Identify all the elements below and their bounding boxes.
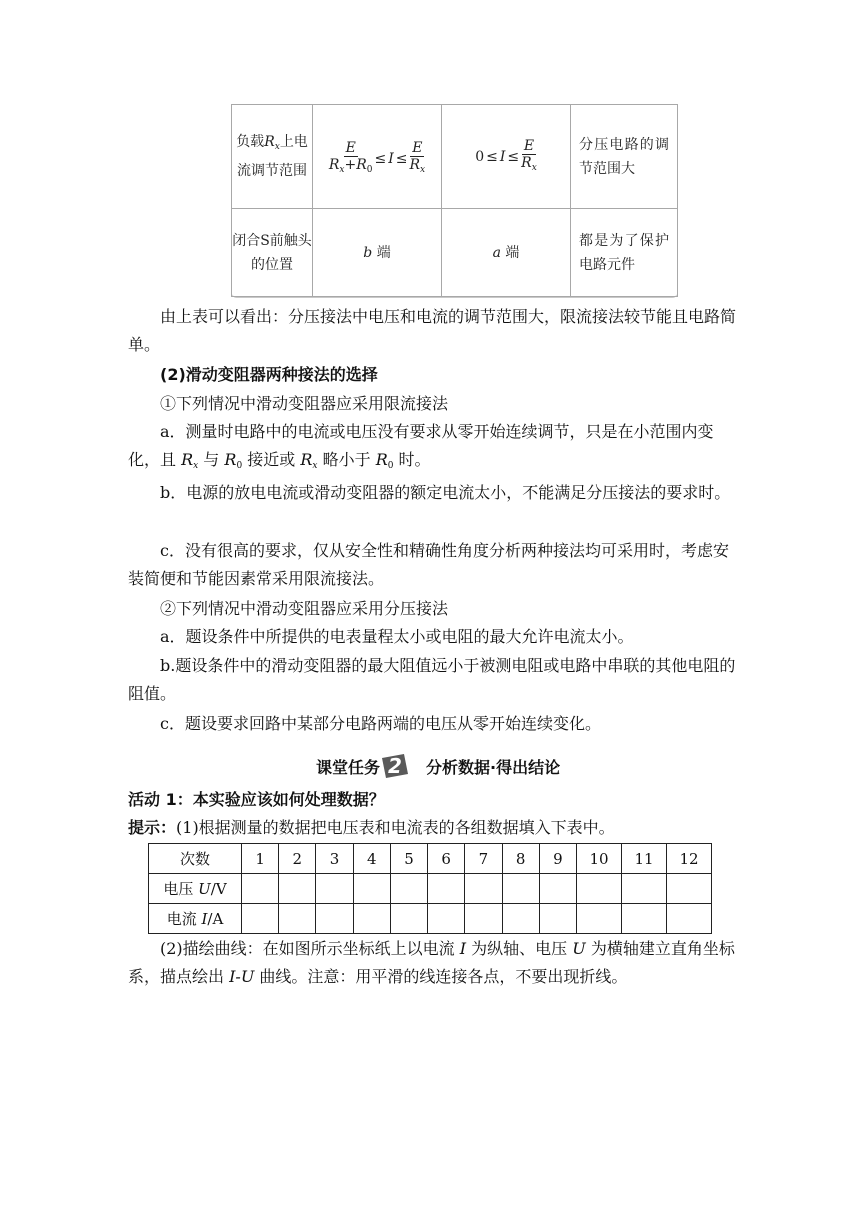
var-r: R <box>224 450 237 469</box>
section-heading-choice: (2)滑动变阻器两种接法的选择 <box>160 365 378 384</box>
label-text: 负载 <box>236 134 265 150</box>
case2-item-b: b.题设条件中的滑动变阻器的最大阻值远小于被测电阻或电路中串联的其他电阻的阻值。 <box>128 656 736 703</box>
data-cell[interactable] <box>539 874 576 904</box>
fraction <box>521 138 537 176</box>
var-sub: 0 <box>387 461 394 471</box>
frac-den: R <box>521 154 532 171</box>
comparison-row-slider-position <box>232 209 678 297</box>
data-cell[interactable] <box>428 904 465 934</box>
text: 接近或 <box>242 450 301 469</box>
data-cell[interactable] <box>279 904 316 934</box>
data-cell[interactable] <box>502 904 539 934</box>
data-cell[interactable] <box>622 874 667 904</box>
current-row-label <box>149 904 242 934</box>
activity-title: 活动 1：本实验应该如何处理数据？ <box>128 790 385 809</box>
data-cell[interactable] <box>428 874 465 904</box>
header-cell: 7 <box>465 844 502 874</box>
data-cell[interactable] <box>316 904 353 934</box>
frac-den-a-sub: x <box>339 164 345 175</box>
limit-current-range-formula <box>313 105 442 209</box>
divider-current-range-formula <box>442 105 571 209</box>
section-right-text: 分析数据·得出结论 <box>426 757 561 777</box>
summary-paragraph: 由上表可以看出：分压接法中电压和电流的调节范围大，限流接法较节能且电路简单。 <box>128 307 737 354</box>
text: 为横轴建立直角坐标系，描点绘出 <box>128 939 735 986</box>
divider-slider-position <box>442 209 571 297</box>
case1-item-b: b．电源的放电电流或滑动变阻器的额定电流太小，不能满足分压接法的要求时。 <box>160 483 731 502</box>
data-cell[interactable] <box>539 904 576 934</box>
unit: /V <box>210 880 227 898</box>
hint-label: 提示： <box>128 818 177 837</box>
frac-den-sub: x <box>531 162 537 173</box>
text: 时。 <box>393 450 431 469</box>
unit: /A <box>207 910 224 928</box>
data-table-voltage-row <box>149 874 712 904</box>
current-var: I <box>201 910 208 928</box>
var-r: R <box>300 450 313 469</box>
note-slider-position: 都是为了保护电路元件 <box>571 209 678 297</box>
relation: ≤ <box>486 148 498 165</box>
case1-item-a <box>128 418 736 480</box>
data-cell[interactable] <box>316 874 353 904</box>
text: 与 <box>198 450 225 469</box>
header-cell: 11 <box>622 844 667 874</box>
data-cell[interactable] <box>502 874 539 904</box>
data-table-header-row <box>149 844 712 874</box>
label-text-b: 上电流调节范围 <box>237 134 308 179</box>
relation: ≤ <box>374 150 387 167</box>
comparison-table <box>231 104 678 297</box>
lower-bound: 0 <box>475 148 485 165</box>
var-r: R <box>375 450 388 469</box>
text: 略小于 <box>317 450 376 469</box>
section-left-text: 课堂任务 <box>316 757 381 777</box>
header-label: 次数 <box>149 844 242 874</box>
var-r: R <box>181 450 194 469</box>
data-cell[interactable] <box>242 874 279 904</box>
plot-instruction <box>128 935 736 991</box>
end-var: a <box>492 244 501 261</box>
data-cell[interactable] <box>465 874 502 904</box>
current-var: I <box>499 148 506 165</box>
frac-den-a: R <box>328 156 340 173</box>
frac-den: R <box>409 156 421 173</box>
row-label-current-range <box>232 105 313 209</box>
data-cell[interactable] <box>667 874 712 904</box>
case1-title: ①下列情况中滑动变阻器应采用限流接法 <box>160 394 449 413</box>
end-text: 端 <box>372 244 391 261</box>
header-cell: 6 <box>428 844 465 874</box>
header-cell: 1 <box>242 844 279 874</box>
voltage-var: U <box>198 880 211 898</box>
voltage-row-label <box>149 874 242 904</box>
data-cell[interactable] <box>353 874 390 904</box>
var-sub: x <box>312 461 318 471</box>
header-cell: 4 <box>353 844 390 874</box>
frac-den-b: R <box>356 156 367 173</box>
case2-item-a: a．题设条件中所提供的电表量程太小或电阻的最大允许电流太小。 <box>160 627 634 646</box>
header-cell: 2 <box>279 844 316 874</box>
data-cell[interactable] <box>465 904 502 934</box>
case2-item-c: c．题设要求回路中某部分电路两端的电压从零开始连续变化。 <box>160 714 601 733</box>
data-cell[interactable] <box>279 874 316 904</box>
var-i: I <box>459 939 467 958</box>
text: 曲线。注意：用平滑的线连接各点，不要出现折线。 <box>254 967 628 986</box>
data-table-current-row <box>149 904 712 934</box>
comparison-row-current-range <box>232 105 678 209</box>
text: a．测量时电路中的电流或电压没有要求从零开始连续调节，只是在小范围内变化，且 <box>128 422 714 469</box>
row-label-text: 电压 <box>163 880 199 898</box>
data-cell[interactable] <box>242 904 279 934</box>
task-number-badge-icon <box>382 754 408 778</box>
var-sub: x <box>193 461 199 471</box>
note-current-range: 分压电路的调节范围大 <box>571 105 678 209</box>
hint-text: (1)根据测量的数据把电压表和电流表的各组数据填入下表中。 <box>176 818 615 837</box>
data-cell[interactable] <box>390 904 427 934</box>
case1-item-c: c．没有很高的要求，仅从安全性和精确性角度分析两种接法均可采用时，考虑安装简便和节能因素常采用限流接法。 <box>128 541 729 588</box>
section-heading-task2 <box>316 750 560 782</box>
text: 为纵轴、电压 <box>466 939 573 958</box>
data-table <box>148 843 712 934</box>
label-sub: x <box>274 142 280 152</box>
data-cell[interactable] <box>577 904 622 934</box>
data-cell[interactable] <box>577 874 622 904</box>
header-cell: 10 <box>577 844 622 874</box>
var-u: U <box>572 939 586 958</box>
data-cell[interactable] <box>667 904 712 934</box>
frac-num: E <box>523 137 535 154</box>
frac-plus: + <box>344 156 357 173</box>
current-var: I <box>388 150 394 167</box>
data-cell[interactable] <box>353 904 390 934</box>
frac-num: E <box>412 139 423 156</box>
frac-den-sub: x <box>420 164 426 175</box>
frac-den-b-sub: 0 <box>366 164 373 175</box>
badge-number: 2 <box>388 754 402 778</box>
header-cell: 5 <box>390 844 427 874</box>
data-cell[interactable] <box>390 874 427 904</box>
fraction <box>329 140 373 178</box>
relation: ≤ <box>395 150 408 167</box>
header-cell: 9 <box>539 844 576 874</box>
label-var: R <box>264 134 275 150</box>
frac-num: E <box>345 139 356 156</box>
relation: ≤ <box>507 148 520 165</box>
fraction <box>410 140 426 178</box>
curve-name: I-U <box>229 967 255 986</box>
row-label-text: 电流 <box>166 910 202 928</box>
activity-hint <box>128 814 736 842</box>
end-text: 端 <box>500 244 520 261</box>
end-var: b <box>363 244 373 261</box>
case2-title: ②下列情况中滑动变阻器应采用分压接法 <box>160 599 449 618</box>
header-cell: 8 <box>502 844 539 874</box>
var-sub: 0 <box>236 461 243 471</box>
row-label-slider-position: 闭合S前触头的位置 <box>232 209 313 297</box>
header-cell: 3 <box>316 844 353 874</box>
data-cell[interactable] <box>622 904 667 934</box>
limit-slider-position <box>313 209 442 297</box>
text: (2)描绘曲线：在如图所示坐标纸上以电流 <box>160 939 460 958</box>
header-cell: 12 <box>667 844 712 874</box>
